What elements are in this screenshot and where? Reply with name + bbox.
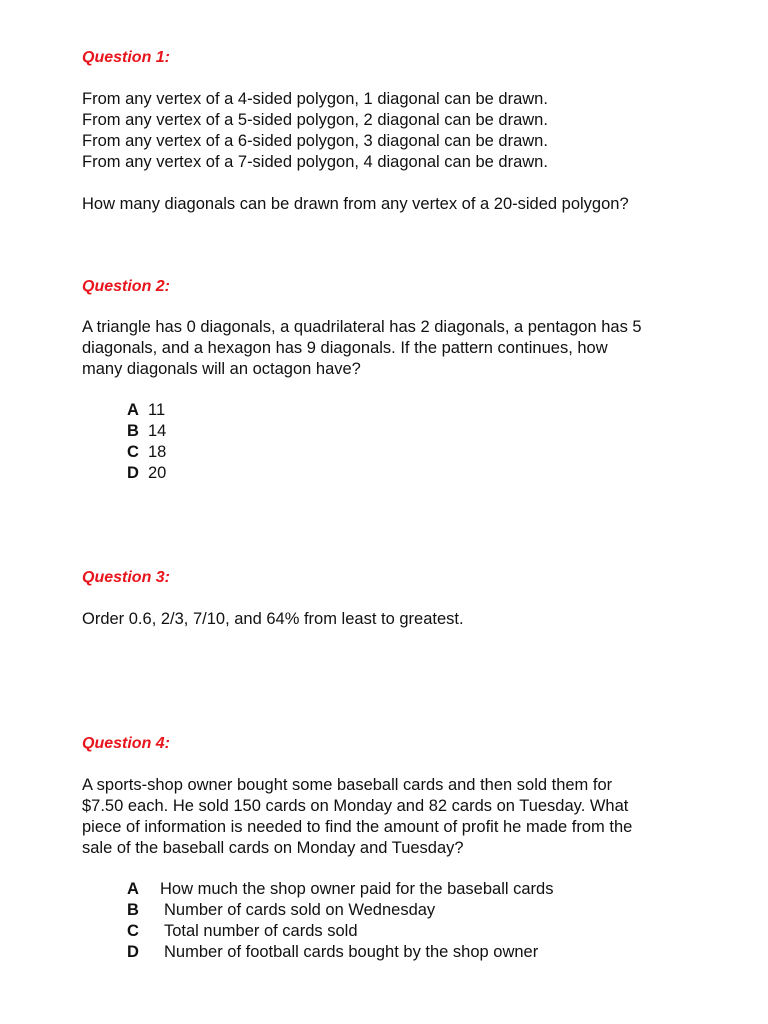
question-2-heading: Question 2: <box>82 278 171 295</box>
question-3-question: Order 0.6, 2/3, 7/10, and 64% from least to greatest. <box>82 610 464 628</box>
choice-option[interactable] <box>127 400 166 421</box>
question-3-heading: Question 3: <box>82 569 171 586</box>
choice-letter: C <box>127 922 139 940</box>
question-4-line: sale of the baseball cards on Monday and Tuesday? <box>82 839 464 857</box>
choice-option[interactable] <box>127 942 553 963</box>
question-1-line: From any vertex of a 4-sided polygon, 1 diagonal can be drawn. <box>82 90 548 108</box>
question-2-line: A triangle has 0 diagonals, a quadrilateral has 2 diagonals, a pentagon has 5 <box>82 318 642 336</box>
choice-letter: B <box>127 422 139 440</box>
question-1-line: From any vertex of a 6-sided polygon, 3 diagonal can be drawn. <box>82 132 548 150</box>
choice-text: 14 <box>148 422 167 440</box>
choice-text: Total number of cards sold <box>164 922 358 940</box>
question-4-heading: Question 4: <box>82 735 171 752</box>
question-1-statements <box>82 89 702 173</box>
question-3-prompt <box>82 609 702 630</box>
question-1-line: From any vertex of a 5-sided polygon, 2 diagonal can be drawn. <box>82 111 548 129</box>
choice-letter: A <box>127 401 139 419</box>
question-2-choices <box>127 400 166 484</box>
choice-option[interactable] <box>127 463 166 484</box>
question-4-line: A sports-shop owner bought some baseball cards and then sold them for <box>82 776 613 794</box>
question-1-heading: Question 1: <box>82 49 171 66</box>
question-4-prompt <box>82 775 702 859</box>
choice-letter: A <box>127 880 139 898</box>
question-1-question: How many diagonals can be drawn from any vertex of a 20-sided polygon? <box>82 195 629 213</box>
choice-text: 20 <box>148 464 167 482</box>
choice-text: 18 <box>148 443 167 461</box>
question-4-line: piece of information is needed to find the amount of profit he made from the <box>82 818 633 836</box>
choice-letter: D <box>127 464 139 482</box>
choice-letter: C <box>127 443 139 461</box>
choice-letter: B <box>127 901 139 919</box>
choice-option[interactable] <box>127 900 553 921</box>
question-1-prompt <box>82 194 702 215</box>
question-2-line: diagonals, and a hexagon has 9 diagonals. If the pattern continues, how <box>82 339 608 357</box>
choice-text: How much the shop owner paid for the baseball cards <box>160 880 554 898</box>
question-4-choices <box>127 879 553 963</box>
question-1-line: From any vertex of a 7-sided polygon, 4 diagonal can be drawn. <box>82 153 548 171</box>
choice-option[interactable] <box>127 879 553 900</box>
choice-text: 11 <box>148 401 166 419</box>
choice-text: Number of cards sold on Wednesday <box>164 901 436 919</box>
question-4-line: $7.50 each. He sold 150 cards on Monday and 82 cards on Tuesday. What <box>82 797 629 815</box>
choice-text: Number of football cards bought by the shop owner <box>164 943 539 961</box>
choice-option[interactable] <box>127 921 553 942</box>
question-2-prompt <box>82 317 702 380</box>
choice-option[interactable] <box>127 421 166 442</box>
choice-letter: D <box>127 943 139 961</box>
choice-option[interactable] <box>127 442 166 463</box>
question-2-line: many diagonals will an octagon have? <box>82 360 361 378</box>
